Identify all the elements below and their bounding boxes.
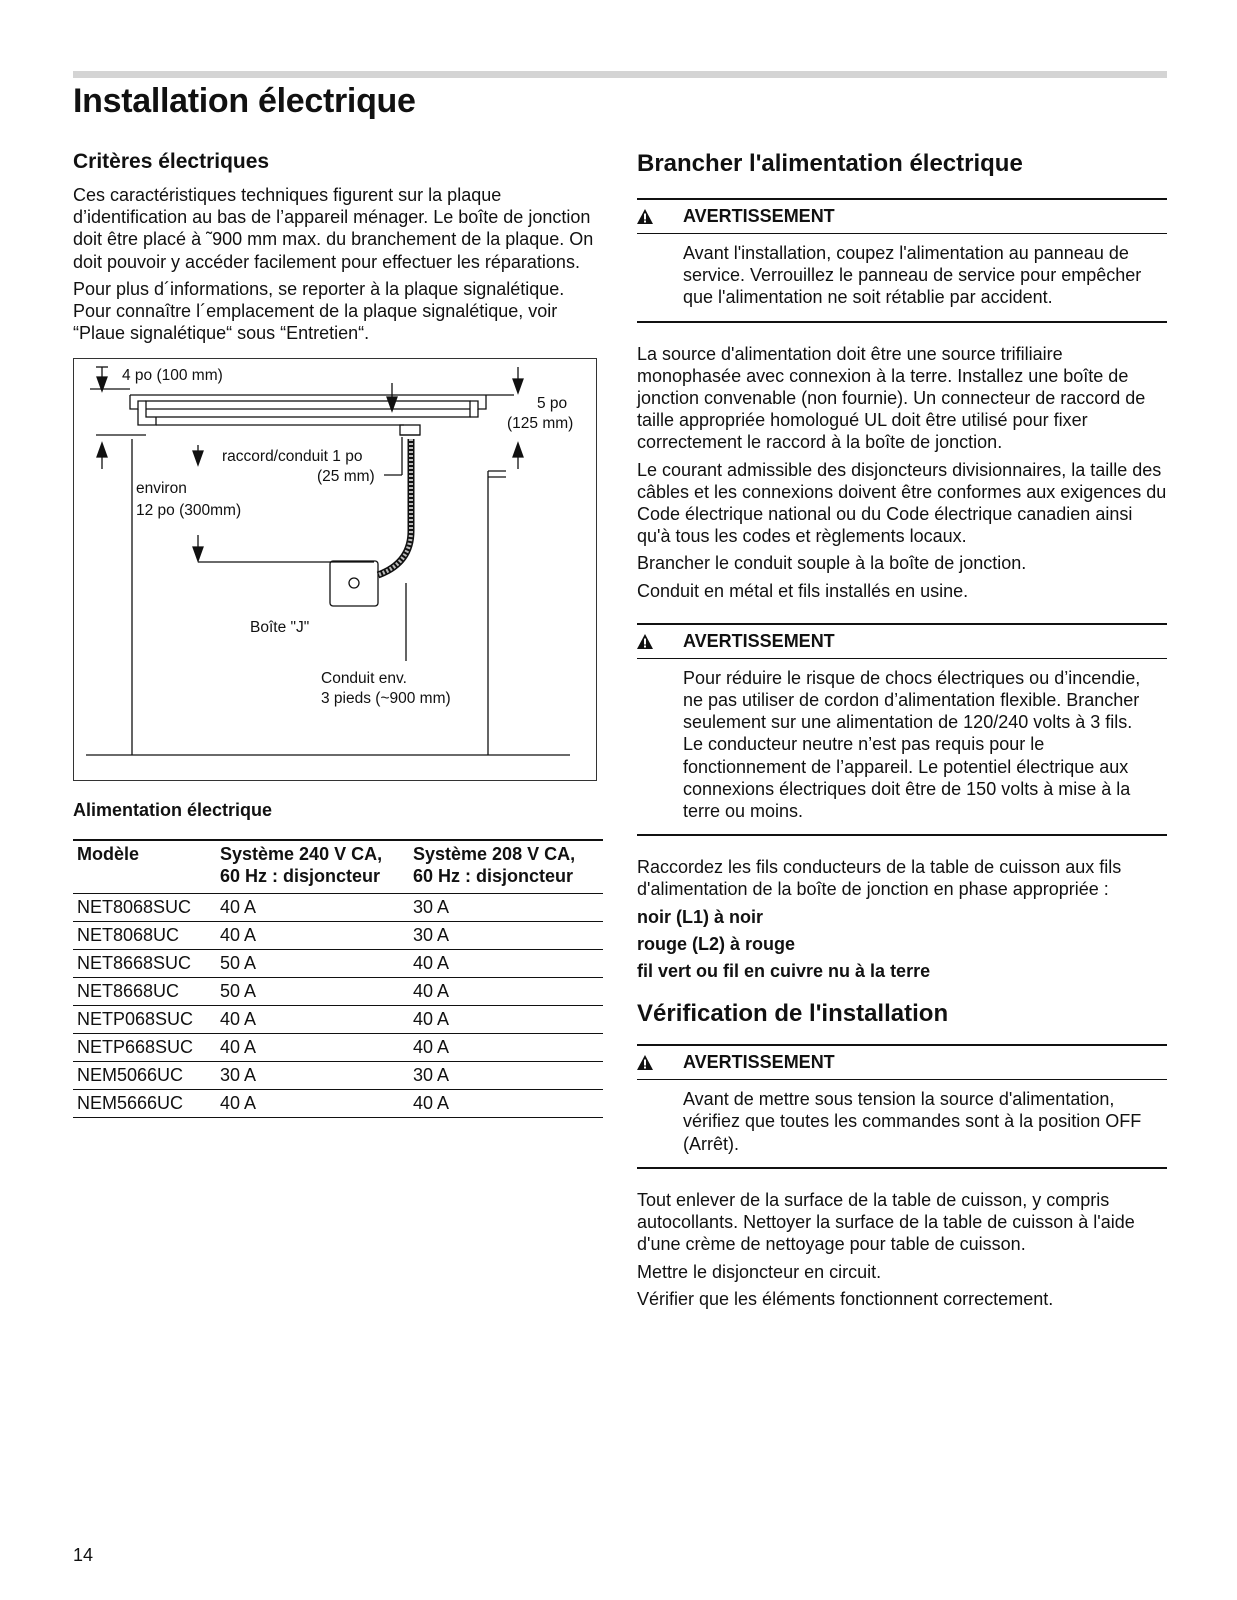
warning-box-2 (637, 623, 1167, 836)
warning-text: Avant de mettre sous tension la source d'alimentation, vérifiez que toutes les commandes sont à la position OFF (Arrêt). (683, 1089, 1142, 1154)
verification-paragraph-1: Tout enlever de la surface de la table de cuisson, y compris autocollants. Nettoyer la surface de la table de cuisson à l'aide d'une crème de nettoyage pour table de cuisson. (637, 1189, 1135, 1255)
table-cell: NET8068SUC (73, 894, 216, 922)
table-header-cell: Modèle (73, 840, 216, 894)
warning-label: AVERTISSEMENT (683, 630, 835, 651)
power-table (73, 839, 603, 1118)
wire-instruction-ground: fil vert ou fil en cuivre nu à la terre (637, 961, 931, 982)
table-cell: 40 A (409, 950, 603, 978)
table-cell: 40 A (409, 1090, 603, 1118)
warning-text: Avant l'installation, coupez l'alimentation au panneau de service. Verrouillez le panneau de service pour empêcher que l'alimentation ne soit rétablie par accident. (683, 243, 1142, 308)
table-row (73, 950, 603, 978)
table-row (73, 922, 603, 950)
wire-instruction-red: rouge (L2) à rouge (637, 933, 796, 954)
table-row (73, 894, 603, 922)
table-cell: 40 A (409, 1006, 603, 1034)
table-header-row (73, 840, 603, 894)
brancher-paragraph-4: Conduit en métal et fils installés en usine. (637, 580, 969, 601)
brancher-paragraph-2: Le courant admissible des disjoncteurs divisionnaires, la taille des câbles et les connexions doivent être conformes aux exigences du Code électrique national ou du Code électrique canadien ainsi qu'à tous les codes et règlements locaux. (637, 459, 1167, 547)
warning-header (637, 1046, 1167, 1080)
table-cell: 40 A (216, 1090, 409, 1118)
table-cell: NETP668SUC (73, 1034, 216, 1062)
table-row (73, 1034, 603, 1062)
criteres-paragraph-1: Ces caractéristiques techniques figurent sur la plaque d’identification au bas de l’appareil ménager. Le boîte de jonction doit être placé à ˜900 mm max. du branchement de la plaque. On doit pouvoir y accéder facilement pour effectuer les réparations. (73, 185, 594, 272)
table-cell: 30 A (409, 922, 603, 950)
diagram-label-conduit: Conduit env. (321, 670, 407, 688)
table-cell: 40 A (409, 1034, 603, 1062)
warning-label: AVERTISSEMENT (683, 1052, 835, 1073)
diagram-label-boite-j: Boîte "J" (250, 619, 310, 637)
verification-paragraph-2: Mettre le disjoncteur en circuit. (637, 1261, 882, 1282)
criteres-paragraph-2: Pour plus d´informations, se reporter à la plaque signalétique. Pour connaître l´emplacement de la plaque signalétique, voir “Plaue signalétique“ sous “Entretien“. (73, 278, 565, 344)
warning-triangle-icon (637, 634, 653, 649)
table-row (73, 1062, 603, 1090)
wire-instruction-black: noir (L1) à noir (637, 906, 763, 927)
table-cell: 40 A (216, 1034, 409, 1062)
table-cell: 40 A (216, 1006, 409, 1034)
left-column (73, 150, 603, 1118)
warning-box-3 (637, 1044, 1167, 1169)
diagram-label-5po: 5 po (537, 395, 568, 413)
warning-header (637, 625, 1167, 659)
table-cell: NET8068UC (73, 922, 216, 950)
diagram-label-300mm: 12 po (300mm) (136, 502, 242, 520)
table-header-cell: Système 208 V CA, 60 Hz : disjoncteur (409, 840, 603, 894)
table-cell: NET8668SUC (73, 950, 216, 978)
verification-paragraph-3: Vérifier que les éléments fonctionnent correctement. (637, 1288, 1054, 1309)
section-title-criteres: Critères électriques (73, 150, 270, 173)
top-rule (73, 71, 1167, 78)
section-title-brancher: Brancher l'alimentation électrique (637, 150, 1023, 177)
table-row (73, 978, 603, 1006)
page-number: 14 (73, 1545, 94, 1565)
diagram-label-raccord: raccord/conduit 1 po (222, 448, 363, 466)
right-column (637, 150, 1167, 1310)
table-row (73, 1090, 603, 1118)
section-title-verification: Vérification de l'installation (637, 1000, 949, 1028)
warning-triangle-icon (637, 1055, 653, 1070)
page-title: Installation électrique (73, 82, 416, 120)
table-cell: 40 A (216, 894, 409, 922)
warning-triangle-icon (637, 209, 653, 224)
warning-label: AVERTISSEMENT (683, 206, 835, 226)
table-cell: NEM5666UC (73, 1090, 216, 1118)
brancher-paragraph-3: Brancher le conduit souple à la boîte de jonction. (637, 553, 1027, 574)
warning-box-1 (637, 198, 1167, 323)
raccordez-paragraph: Raccordez les fils conducteurs de la table de cuisson aux fils d'alimentation de la boîte de jonction en phase appropriée : (637, 857, 1122, 900)
table-cell: NET8668UC (73, 978, 216, 1006)
diagram-label-environ: environ (136, 480, 187, 498)
table-cell: NETP068SUC (73, 1006, 216, 1034)
table-cell: 30 A (409, 894, 603, 922)
table-cell: NEM5066UC (73, 1062, 216, 1090)
table-header-cell: Système 240 V CA, 60 Hz : disjoncteur (216, 840, 409, 894)
table-cell: 40 A (409, 978, 603, 1006)
warning-text: Pour réduire le risque de chocs électriques ou d’incendie, ne pas utiliser de cordon d’alimentation flexible. Brancher seulement sur une alimentation de 120/240 volts à 3 fils. Le conducteur neutre n’est pas requis pour le fonctionnement de l’appareil. Le potentiel électrique aux connexions électriques doit être de 150 volts à mise à la terre ou moins. (683, 667, 1141, 822)
table-cell: 40 A (216, 922, 409, 950)
diagram-label-125mm: (125 mm) (507, 415, 574, 433)
table-cell: 50 A (216, 950, 409, 978)
table-title: Alimentation électrique (73, 800, 273, 821)
warning-header (637, 200, 1167, 234)
table-row (73, 1006, 603, 1034)
installation-diagram (73, 358, 597, 781)
diagram-label-3pieds: 3 pieds (~900 mm) (321, 690, 451, 708)
diagram-label-25mm: (25 mm) (317, 468, 375, 486)
brancher-paragraph-1: La source d'alimentation doit être une source trifiliaire monophasée avec connexion à la terre. Installez une boîte de jonction convenable (non fournie). Un connecteur de raccord de taille appropriée homologué UL doit être utilisé pour fixer correctement le raccord à la boîte de jonction. (637, 343, 1146, 453)
table-cell: 30 A (216, 1062, 409, 1090)
diagram-label-4po: 4 po (100 mm) (122, 367, 223, 385)
table-cell: 50 A (216, 978, 409, 1006)
table-cell: 30 A (409, 1062, 603, 1090)
